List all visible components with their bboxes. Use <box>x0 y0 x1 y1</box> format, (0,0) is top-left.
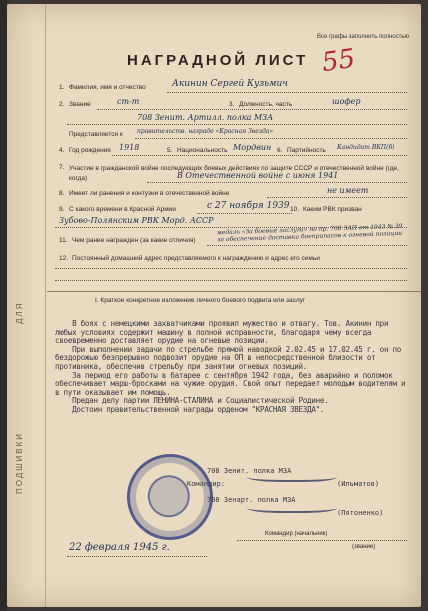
feat-paragraph-1: В боях с немецкими захватчиками проявил мужество и отвагу. Тов. Акинин при любых условиях содержит машину в полной исправности, благодаря чему всегда своевременно доставляет орудие на огневые позиции. <box>55 319 393 346</box>
field-1-value: Акинин Сергей Кузьмич <box>172 79 288 89</box>
side-label-2: ПОДШИВКИ <box>15 431 24 494</box>
field-12-line-2 <box>55 280 407 281</box>
binding-margin-line <box>45 4 46 607</box>
field-8-number: 8. <box>59 190 65 197</box>
field-3-label: Должность, часть <box>239 101 293 108</box>
feat-paragraph-3: За период его работы в батарее с сентября 1942 года, без аварийно и поломок обеспечивает марш-бросками на чужие орудия. Свой опыт передает молодым водителям и в пути оказывает им помощь. <box>55 370 410 397</box>
field-3-number: 3. <box>229 101 235 108</box>
date-line <box>67 556 207 557</box>
recommended-label: Представляется к <box>69 131 123 138</box>
field-11-label: Чем ранее награжден (за какие отличия) <box>72 237 196 244</box>
field-7-label: Участие в гражданской войне последующих боевых действиях по защите СССР и отечественной войне (где, когда) <box>69 165 399 182</box>
field-2-number: 2. <box>59 101 65 108</box>
field-1-number: 1. <box>59 84 65 91</box>
field-10-value: Зубово-Полянским РВК Морд. АССР <box>59 216 214 225</box>
field-5-value: Мордвин <box>233 143 272 152</box>
document-title: НАГРАДНОЙ ЛИСТ <box>127 52 309 69</box>
field-11-number: 11. <box>59 237 68 244</box>
signature-2-name: (Пятоненко) <box>337 509 384 517</box>
field-5-number: 5. <box>167 147 173 154</box>
field-10-label: Каким РВК призван <box>303 206 362 213</box>
section-divider <box>47 291 421 292</box>
field-6-label: Партийность <box>287 147 326 154</box>
signature-2-unit: 708 Зенарт. полка МЗА <box>207 496 296 504</box>
field-12-label: Постоянный домашний адрес представляемого к награждению и адрес его семьи <box>72 255 320 262</box>
signature-1-unit: 708 Зенит. полка МЗА <box>207 467 292 475</box>
field-12-line-1 <box>55 268 407 269</box>
field-8-line <box>267 197 407 198</box>
field-2-value: ст-т <box>117 97 140 106</box>
field-4-line <box>112 155 407 156</box>
document-date: 22 февраля 1945 г. <box>69 542 170 553</box>
field-4-label: Год рождения <box>69 147 111 154</box>
field-11-value: медаль «За боевые заслуги» по пр. 708 ЗАП от 1943 № 39 за обеспечение доставки боеприпасов к огневой позиции <box>216 222 403 244</box>
field-9-line <box>197 213 292 214</box>
field-2-label: Звание <box>69 101 91 108</box>
field-7-value: В Отечественной войне с июня 1941 <box>177 171 339 180</box>
field-2-line <box>97 109 407 110</box>
field-6-value: Кандидат ВКП(б) <box>337 144 395 151</box>
signature-1-role: Командир: <box>187 480 225 488</box>
recommended-value: правительств. награде «Красная Звезда» <box>137 128 274 135</box>
signature-2-scribble <box>247 501 337 513</box>
feat-paragraph-2: При выполнении задачи по стрельбе прямой наводкой 2.02.45 и 17.02.45 г. он по бездорожью безпрерывно подвозит орудие на ОП в непосредственной близости от противника, обеспечив стрельбу при занятии огневых позиций. <box>55 344 406 371</box>
signature-1-scribble <box>247 470 337 482</box>
fill-all-fields-note: Все графы заполнить полностью <box>316 34 409 40</box>
signature-1-name: (Ильматов) <box>337 480 380 488</box>
field-4-number: 4. <box>59 147 65 154</box>
field-1-label: Фамилия, имя и отчество <box>69 84 146 91</box>
scan-edge <box>0 0 7 611</box>
field-10-number: 10. <box>290 206 300 213</box>
field-3-unit-value: 708 Зенит. Артилл. полка МЗА <box>137 113 274 122</box>
field-9-number: 9. <box>59 206 65 213</box>
field-3-value: шофер <box>332 97 361 106</box>
field-9-label: С какого времени в Красной Армии <box>69 206 176 213</box>
feat-description <box>55 320 413 415</box>
field-9-value: с 27 ноября 1939 <box>207 201 290 211</box>
field-6-number: 6. <box>277 147 283 154</box>
official-seal <box>119 446 221 548</box>
field-1-line <box>167 92 407 93</box>
red-pencil-mark: 55 <box>320 43 358 79</box>
award-sheet <box>7 4 421 607</box>
field-7-line <box>147 182 407 183</box>
feat-paragraph-4: Предан делу партии ЛЕНИНА-СТАЛИНА и Социалистической Родине. <box>55 396 329 406</box>
recommended-line <box>135 138 407 139</box>
field-4-value: 1918 <box>119 143 140 152</box>
commander-label: Командир (начальник) <box>265 531 328 537</box>
field-3-unit-line <box>67 124 407 125</box>
feat-section-heading: I. Краткое конкретное изложение личного боевого подвига или заслуг <box>95 297 306 304</box>
seal-emblem <box>144 471 194 521</box>
commander-line <box>237 540 407 541</box>
field-8-label: Имеет ли ранения и контузии в отечественной войне <box>69 190 230 197</box>
side-label-1: ДЛЯ <box>15 301 24 324</box>
commander-rank-label: (звание) <box>352 544 376 550</box>
field-7-number: 7. <box>59 164 65 171</box>
field-11-line <box>207 245 407 246</box>
feat-paragraph-5: Достоин правительственной награды орденом "КРАСНАЯ ЗВЕЗДА". <box>55 404 325 414</box>
field-5-label: Национальность <box>177 147 228 154</box>
field-12-number: 12. <box>59 255 69 262</box>
field-8-value: не имеет <box>327 186 369 195</box>
